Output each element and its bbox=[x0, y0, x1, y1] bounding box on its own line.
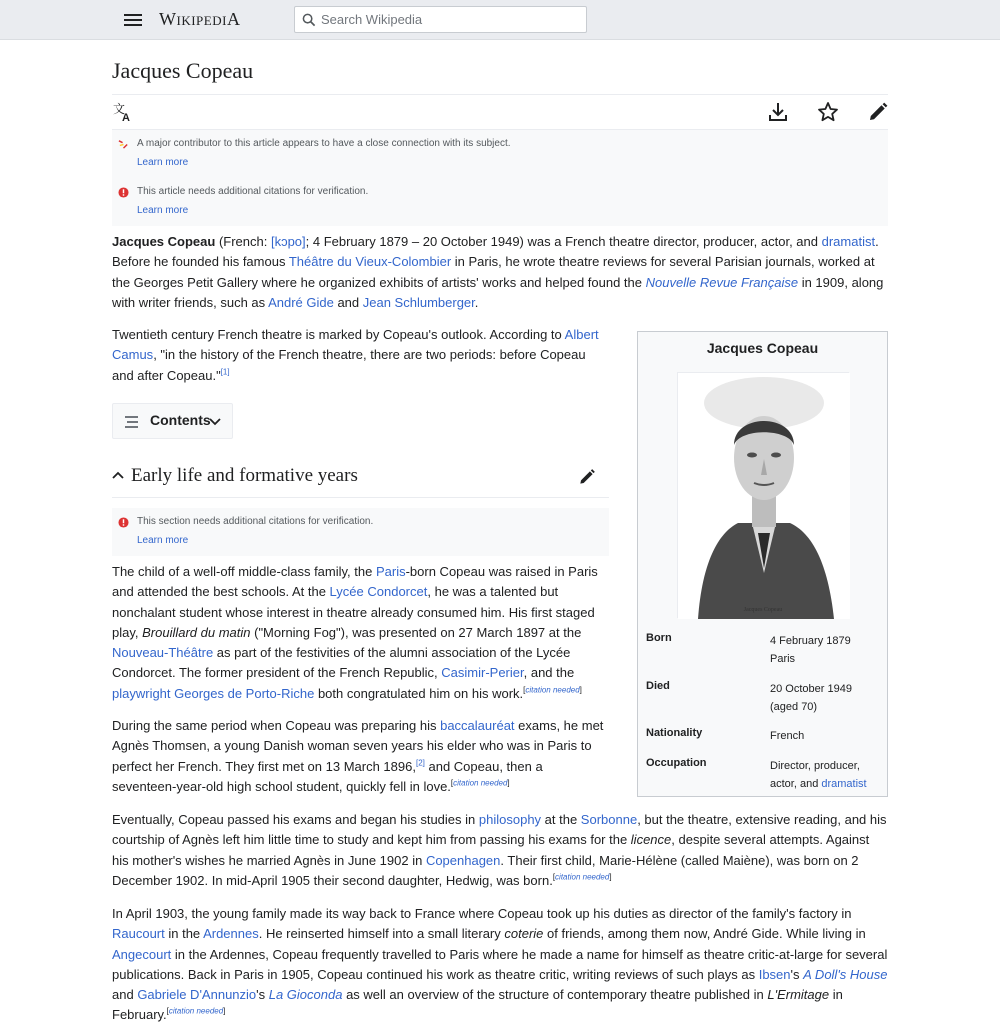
row-label: Occupation bbox=[646, 757, 707, 769]
text: . He reinserted himself into a small literary bbox=[258, 926, 505, 942]
svg-text:A: A bbox=[122, 112, 130, 124]
casimir-perier-link[interactable]: Casimir-Perier bbox=[441, 665, 524, 681]
value-line: (aged 70) bbox=[770, 701, 818, 713]
learn-more-link[interactable]: Learn more bbox=[137, 157, 189, 168]
text: . Before he founded his famous bbox=[112, 234, 879, 270]
raucourt-link[interactable]: Raucourt bbox=[112, 926, 165, 942]
text: as well an overview of the structure of contemporary theatre published in bbox=[342, 987, 768, 1003]
citation-needed-link[interactable]: citation needed bbox=[168, 1007, 224, 1017]
section-paragraph-2: During the same period when Copeau was preparing his baccalauréat exams, he met Agnès Thomsen, a young Danish woman seven years his elder who was in Paris to perfect her French. They first met on 13 March 1896,[2] and Copeau, then a seventeen-year-old high school student, quickly fell in love.[citation needed] bbox=[112, 718, 604, 794]
text: and bbox=[112, 987, 138, 1003]
text: 's bbox=[256, 987, 269, 1003]
text: . Their first child, Marie-Hélène (called Maiène), was born on 2 December 1902. In mid-April 1905 their second daughter, Hedwig, was born. bbox=[112, 852, 859, 888]
section-paragraph-4: In April 1903, the young family made its way back to France where Copeau took up his duties as director of the family's factory in Raucourt in the Ardennes. He reinserted himself into a small literary coterie of friends, among them now, André Gide. While living in Angecourt in the Ardennes, Copeau frequently travelled to Paris where he made a name for himself as theatre critic-at-large for several publications. Back in Paris in 1905, Copeau continued his work as theatre critic, writing reviews of such plays as Ibsen's A Doll's House and Gabriele D'Annunzio's La Gioconda as well an overview of the structure of contemporary theatre published in L'Ermitage in February.[citation needed] bbox=[112, 906, 888, 1023]
value-line: 4 February 1879 bbox=[770, 635, 851, 647]
row-value bbox=[770, 680, 880, 716]
text: ; 4 February 1879 – 20 October 1949) was a French theatre director, producer, actor, and bbox=[305, 234, 822, 249]
notice-text: This article needs additional citations for verification. bbox=[137, 186, 369, 197]
text: at the bbox=[541, 812, 581, 827]
value-line: French bbox=[770, 730, 805, 742]
subject-name: Jacques Copeau bbox=[112, 234, 216, 249]
chevron-down-icon bbox=[209, 417, 221, 427]
text: in February. bbox=[112, 987, 843, 1023]
play-title: Brouillard du matin bbox=[142, 624, 251, 640]
list-icon bbox=[124, 414, 140, 430]
citation-needed-link[interactable]: citation needed bbox=[525, 685, 580, 695]
infobox-title: Jacques Copeau bbox=[706, 340, 819, 356]
reference-link[interactable]: [2] bbox=[415, 758, 425, 768]
row-value bbox=[770, 727, 880, 745]
infobox bbox=[637, 331, 888, 797]
porto-riche-link[interactable]: playwright Georges de Porto-Riche bbox=[112, 685, 315, 701]
dolls-house-link[interactable]: A Doll's House bbox=[803, 966, 888, 982]
wordmark-letter: A bbox=[226, 9, 241, 29]
learn-more-link[interactable]: Learn more bbox=[137, 535, 189, 546]
citation-needed-link[interactable]: citation needed bbox=[555, 872, 610, 882]
lycee-condorcet-link[interactable]: Lycée Condorcet bbox=[329, 584, 428, 600]
value-line: actor, and bbox=[770, 778, 822, 790]
reference-link[interactable]: [1] bbox=[220, 367, 230, 377]
alert-icon bbox=[118, 517, 129, 528]
text: both congratulated him on his work. bbox=[314, 685, 524, 701]
contents-toggle-button[interactable] bbox=[112, 403, 233, 439]
ibsen-link[interactable]: Ibsen bbox=[758, 966, 791, 982]
dannunzio-link[interactable]: Gabriele D'Annunzio bbox=[137, 987, 257, 1003]
nouveau-theatre-link[interactable]: Nouveau-Théâtre bbox=[112, 645, 214, 661]
conflict-of-interest-icon bbox=[118, 139, 129, 150]
value-line: 20 October 1949 bbox=[770, 683, 852, 695]
section-citations-notice bbox=[112, 508, 609, 556]
nrf-link[interactable]: Nouvelle Revue Française bbox=[645, 274, 799, 290]
row-value bbox=[770, 632, 880, 668]
text: in Paris, he wrote theatre reviews for several Parisian journals, worked at the Georges Petit Gallery where he organized exhibits of artists' works and helped found the bbox=[112, 254, 875, 290]
edit-section-icon[interactable] bbox=[577, 467, 597, 487]
text: -born Copeau was raised in Paris and attended the best schools. At the bbox=[112, 564, 598, 600]
text: . bbox=[474, 294, 479, 310]
text: , despite several attempts. Against his mother's wishes he married Agnès in June 1902 in bbox=[112, 832, 870, 868]
text: , he was a talented but nonchalant student whose interest in theatre already consumed him. His first staged play, bbox=[112, 584, 595, 640]
dramatist-link[interactable]: dramatist bbox=[821, 234, 876, 249]
wordmark-letters: IKIPEDI bbox=[176, 13, 227, 28]
portrait-image[interactable] bbox=[677, 372, 849, 618]
gide-link[interactable]: André Gide bbox=[268, 294, 334, 310]
search-icon bbox=[302, 13, 316, 27]
search-box[interactable] bbox=[294, 6, 587, 33]
intro-paragraph bbox=[112, 232, 888, 313]
baccalaureat-link[interactable]: baccalauréat bbox=[440, 718, 515, 733]
section-paragraph-3: Eventually, Copeau passed his exams and began his studies in philosophy at the Sorbonne, but the theatre, extensive reading, and his courtship of Agnès left him little time to study and kept him from passing his exams for the licence, despite several attempts. Against his mother's wishes he married Agnès in June 1902 in Copenhagen. Their first child, Marie-Hélène (called Maiène), was born on 2 December 1902. In mid-April 1905 their second daughter, Hedwig, was born.[citation needed] bbox=[112, 812, 887, 888]
vieux-colombier-link[interactable]: Théâtre du Vieux-Colombier bbox=[288, 254, 452, 270]
dramatist-link[interactable]: dramatist bbox=[821, 778, 867, 790]
schlumberger-link[interactable]: Jean Schlumberger bbox=[362, 294, 475, 310]
text: In April 1903, the young family made its way back to France where Copeau took up his duties as director of the family's factory in bbox=[112, 906, 852, 921]
paris-link[interactable]: Paris bbox=[375, 564, 406, 579]
ermitage-title: L'Ermitage bbox=[767, 987, 830, 1003]
wikipedia-wordmark[interactable] bbox=[159, 9, 240, 30]
notice-text: A major contributor to this article appears to have a close connection with its subject. bbox=[137, 138, 511, 149]
intro-paragraph-2 bbox=[112, 325, 604, 386]
copenhagen-link[interactable]: Copenhagen bbox=[425, 852, 501, 868]
contents-label: Contents bbox=[150, 412, 211, 428]
text: During the same period when Copeau was preparing his bbox=[112, 718, 441, 733]
text: Twentieth century French theatre is marked by Copeau's outlook. According to bbox=[112, 327, 565, 342]
notice-text: This section needs additional citations for verification. bbox=[137, 516, 374, 527]
citation-needed-link[interactable]: citation needed bbox=[453, 778, 508, 788]
page-title: Jacques Copeau bbox=[112, 58, 254, 83]
title-divider bbox=[112, 94, 888, 95]
language-icon[interactable] bbox=[112, 100, 136, 124]
learn-more-link[interactable]: Learn more bbox=[137, 205, 189, 216]
section-title: Early life and formative years bbox=[131, 465, 358, 486]
edit-icon[interactable] bbox=[866, 100, 890, 124]
chevron-up-icon[interactable] bbox=[112, 470, 124, 480]
text: in 1909, along with writer friends, such as bbox=[112, 274, 884, 310]
text: and bbox=[333, 294, 363, 310]
wordmark-letter: W bbox=[159, 9, 177, 29]
main-menu-button[interactable] bbox=[122, 11, 144, 29]
text: in the bbox=[164, 926, 204, 942]
text: ("Morning Fog"), was presented on 27 March 1897 at the bbox=[250, 624, 582, 640]
text: as part of the festivities of the alumni association of the Lycée Condorcet. The former president of the French Republic, bbox=[112, 645, 571, 681]
text: Eventually, Copeau passed his exams and began his studies in bbox=[112, 812, 479, 827]
text: The child of a well-off middle-class family, the bbox=[112, 564, 376, 579]
svg-text:文: 文 bbox=[113, 102, 126, 116]
text: and Copeau, then a seventeen-year-old high school student, quickly fell in love. bbox=[112, 758, 543, 794]
star-icon[interactable] bbox=[816, 100, 840, 124]
text: of friends, among them now, André Gide. While living in bbox=[543, 926, 866, 942]
ardennes-link[interactable]: Ardennes bbox=[203, 926, 259, 942]
hamburger-icon-bar bbox=[124, 14, 142, 16]
hamburger-icon-bar bbox=[124, 24, 142, 26]
gioconda-link[interactable]: La Gioconda bbox=[268, 987, 343, 1003]
row-label: Nationality bbox=[646, 727, 703, 739]
download-icon[interactable] bbox=[766, 100, 790, 124]
ipa-link[interactable]: [kɔpo] bbox=[270, 234, 306, 249]
camus-link[interactable]: Albert Camus bbox=[112, 327, 599, 363]
text: (French: bbox=[215, 234, 271, 249]
article-notices bbox=[112, 130, 888, 226]
site-header bbox=[0, 0, 1000, 40]
angecourt-link[interactable]: Angecourt bbox=[112, 946, 172, 962]
text: 's bbox=[790, 966, 804, 982]
coterie-term: coterie bbox=[504, 926, 544, 942]
portrait-illustration bbox=[678, 373, 850, 619]
licence-term: licence bbox=[630, 832, 672, 848]
text: , "in the history of the French theatre, there are two periods: before Copeau and after Copeau." bbox=[112, 347, 586, 383]
value-line: Director, producer, bbox=[770, 760, 860, 772]
row-value bbox=[770, 757, 880, 793]
alert-icon bbox=[118, 187, 129, 198]
section-paragraph: The child of a well-off middle-class family, the Paris-born Copeau was raised in Paris and attended the best schools. At the Lycée Condorcet, he was a talented but nonchalant student whose interest in theatre already consumed him. His first staged play, Brouillard du matin ("Morning Fog"), was presented on 27 March 1897 at the Nouveau-Théâtre as part of the festivities of the alumni association of the Lycée Condorcet. The former president of the French Republic, Casimir-Perier, and the playwright Georges de Porto-Riche both congratulated him on his work.[citation needed] bbox=[112, 564, 598, 701]
row-label: Born bbox=[646, 632, 672, 644]
text: in the Ardennes, Copeau frequently travelled to Paris where he made a name for himself as theatre critic-at-large for several publications. Back in Paris in 1905, Copeau continued his work as theatre critic, writing reviews of such plays as bbox=[112, 946, 888, 982]
text: , but the theatre, extensive reading, and his courtship of Agnès left him little time to study and kept him from passing his exams for the bbox=[112, 812, 887, 848]
text: , and the bbox=[523, 665, 575, 681]
section-divider bbox=[112, 497, 609, 498]
hamburger-icon-bar bbox=[124, 19, 142, 21]
page-toolbar bbox=[112, 98, 888, 126]
portrait-caption: Jacques Copeau bbox=[743, 607, 783, 613]
row-label: Died bbox=[646, 680, 670, 692]
sorbonne-link[interactable]: Sorbonne bbox=[580, 812, 638, 827]
section-heading[interactable] bbox=[112, 462, 609, 498]
philosophy-link[interactable]: philosophy bbox=[478, 812, 542, 827]
value-line: Paris bbox=[770, 653, 796, 665]
text: exams, he met Agnès Thomsen, a young Danish woman seven years his elder who was in Paris to perfect her French. They first met on 13 March 1896, bbox=[112, 718, 604, 774]
search-input[interactable] bbox=[321, 12, 571, 27]
